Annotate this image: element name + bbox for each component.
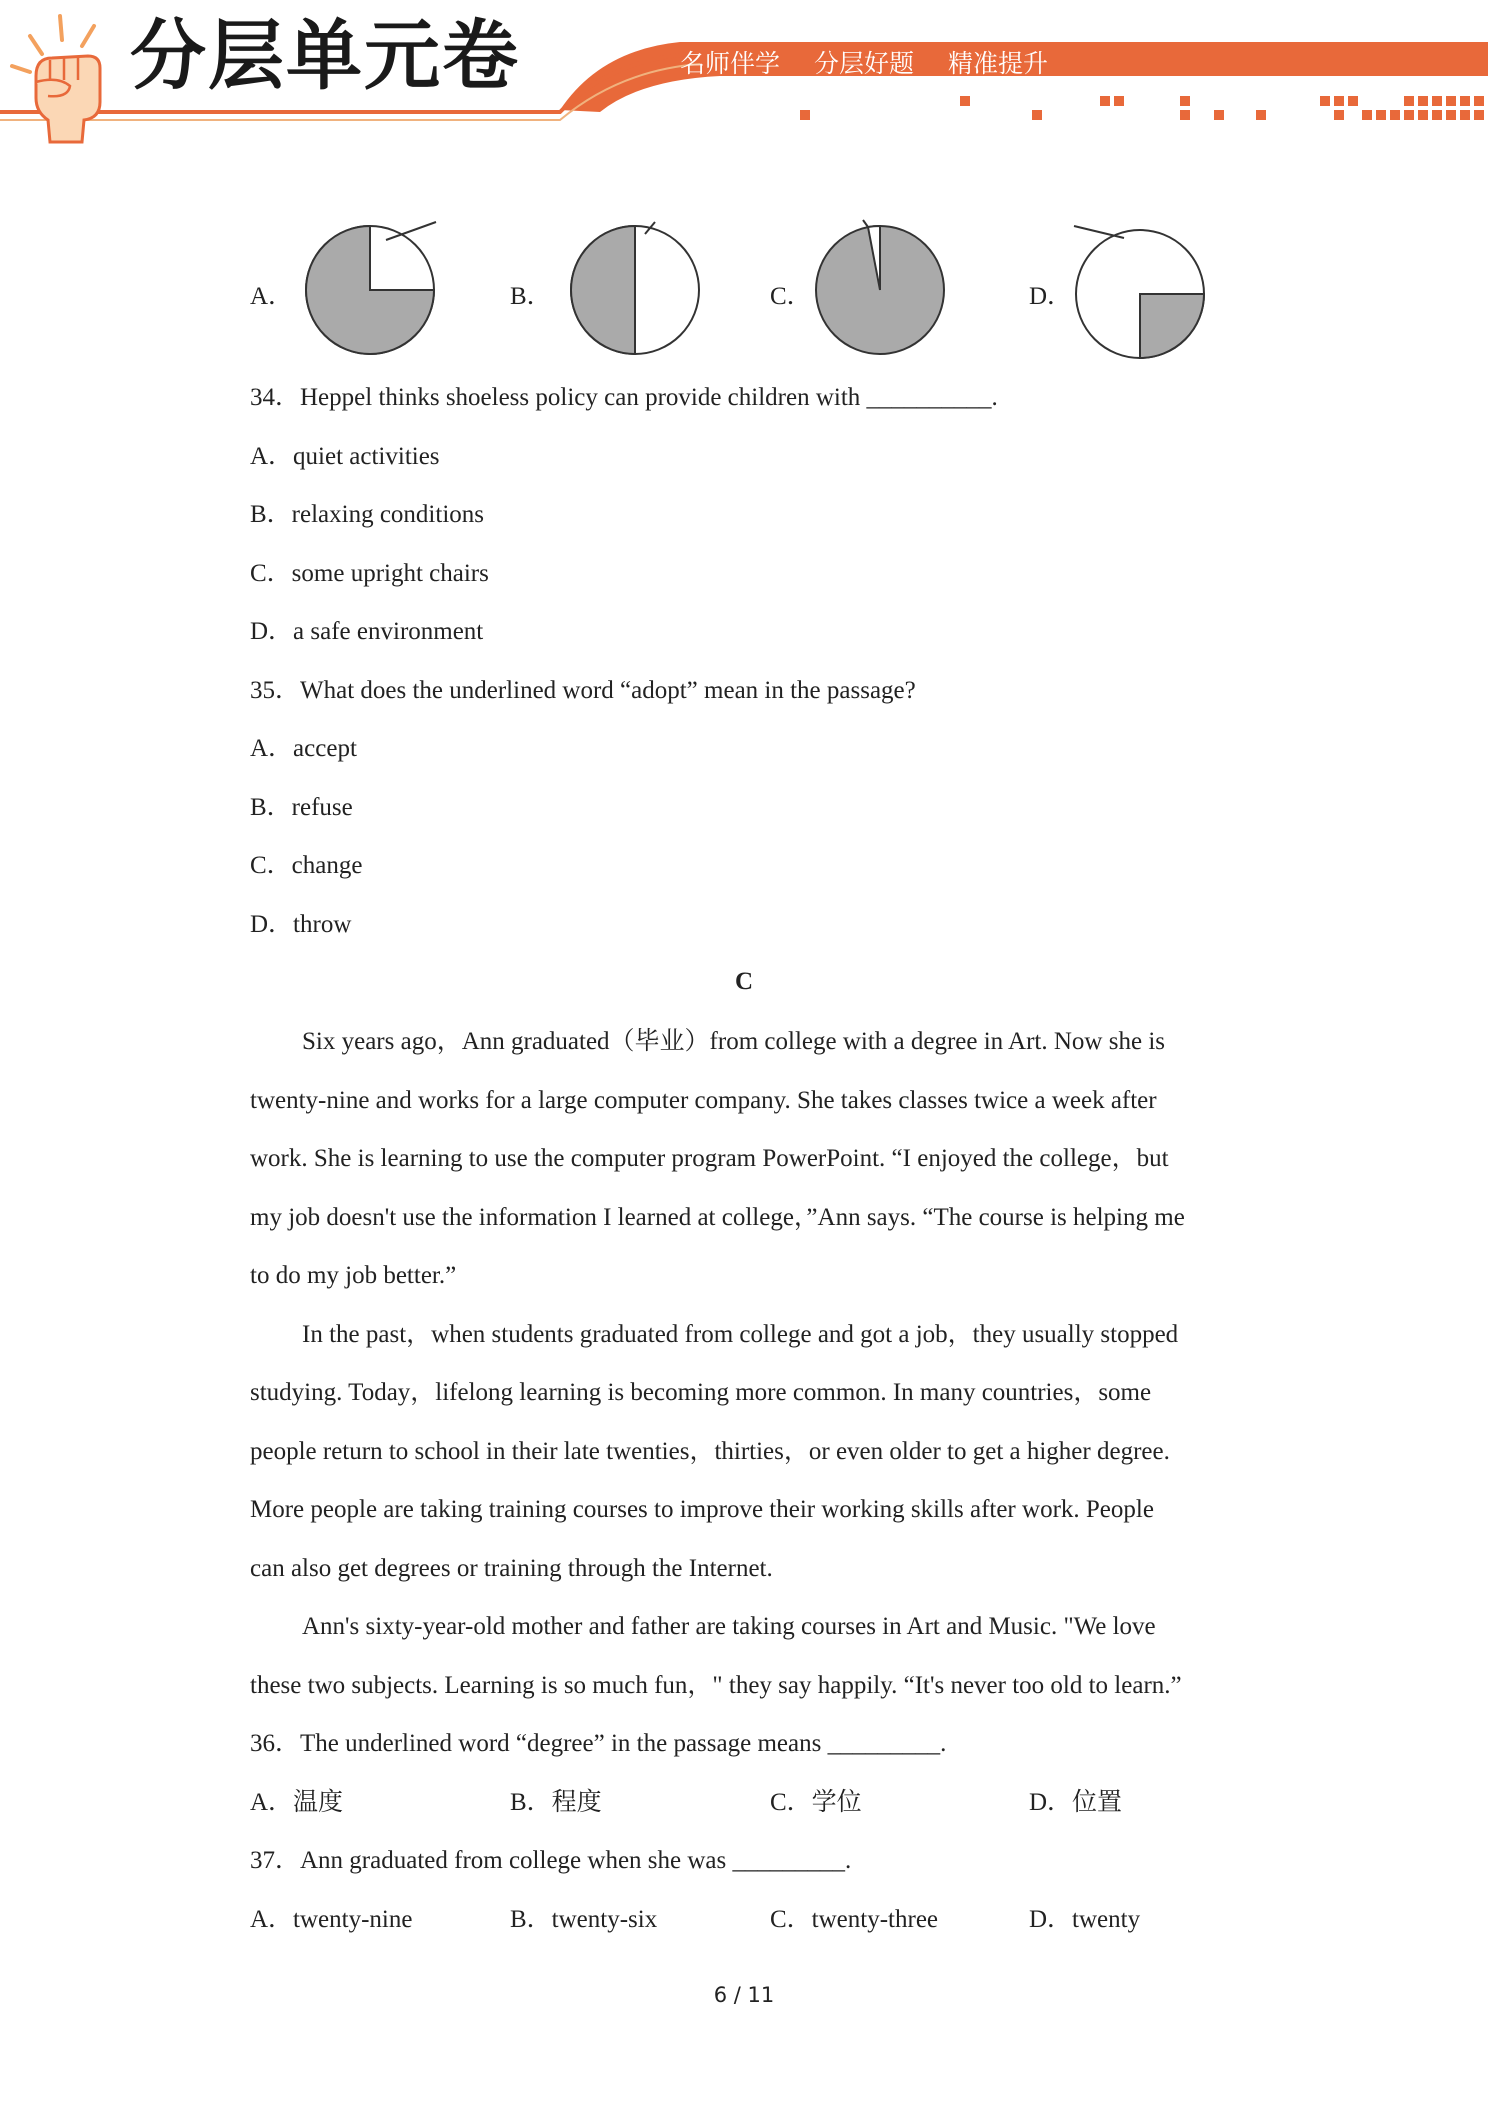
q35-option-c: C．change xyxy=(250,852,363,879)
section-heading: C xyxy=(734,968,754,995)
pie-option-a xyxy=(306,222,436,354)
pie-option-b xyxy=(571,222,699,354)
passage-line: these two subjects. Learning is so much fun，" they say happily. “It's never too old to learn.” xyxy=(250,1672,1182,1699)
pie-options-figure xyxy=(0,210,1488,370)
question-36-stem: 36．The underlined word “degree” in the passage means _________. xyxy=(250,1730,947,1757)
q35-option-d: D．throw xyxy=(250,911,352,938)
passage-line: work. She is learning to use the computer program PowerPoint. “I enjoyed the college，but xyxy=(250,1145,1169,1172)
q36-option-b: B．程度 xyxy=(510,1789,602,1816)
page-number: 6 / 11 xyxy=(713,1983,775,2007)
q37-option-d: D．twenty xyxy=(1029,1906,1141,1933)
q36-option-a: A．温度 xyxy=(250,1789,344,1816)
passage-line: can also get degrees or training through the Internet. xyxy=(250,1555,773,1582)
pie-option-c xyxy=(816,220,944,354)
q37-option-c: C．twenty-three xyxy=(770,1906,939,1933)
brand-title: 分层单元卷 xyxy=(130,11,520,100)
passage-line: to do my job better.” xyxy=(250,1262,457,1289)
question-37-stem: 37．Ann graduated from college when she was _________. xyxy=(250,1847,852,1874)
passage-line: In the past，when students graduated from college and got a job，they usually stopped xyxy=(302,1321,1179,1348)
passage-line: studying. Today，lifelong learning is becoming more common. In many countries，some xyxy=(250,1379,1152,1406)
pie-option-d-label: D． xyxy=(1029,283,1073,310)
q34-option-c: C．some upright chairs xyxy=(250,560,489,587)
q35-option-a: A．accept xyxy=(250,735,357,762)
q34-option-a: A．quiet activities xyxy=(250,443,440,470)
pie-option-a-label: A． xyxy=(250,283,294,310)
q35-option-b: B．refuse xyxy=(250,794,353,821)
passage-line: Ann's sixty-year-old mother and father are taking courses in Art and Music. "We love xyxy=(302,1613,1156,1640)
pie-option-d xyxy=(1074,226,1204,358)
question-34-stem: 34．Heppel thinks shoeless policy can provide children with __________. xyxy=(250,384,998,411)
slogan-item: 名师伴学 xyxy=(680,49,781,78)
q37-option-a: A．twenty-nine xyxy=(250,1906,413,1933)
q34-option-b: B．relaxing conditions xyxy=(250,501,484,528)
pie-option-c-label: C． xyxy=(770,283,812,310)
passage-line: twenty-nine and works for a large computer company. She takes classes twice a week after xyxy=(250,1087,1157,1114)
slogan-item: 分层好题 xyxy=(813,49,914,78)
q36-option-c: C．学位 xyxy=(770,1789,862,1816)
q34-option-d: D．a safe environment xyxy=(250,618,484,645)
question-35-stem: 35．What does the underlined word “adopt” mean in the passage? xyxy=(250,677,916,704)
q37-option-b: B．twenty-six xyxy=(510,1906,658,1933)
passage-line: More people are taking training courses to improve their working skills after work. People xyxy=(250,1496,1154,1523)
slogan-item: 精准提升 xyxy=(947,49,1048,78)
passage-line: Six years ago，Ann graduated（毕业）from college with a degree in Art. Now she is xyxy=(302,1028,1165,1055)
passage-line: my job doesn't use the information I learned at college，”Ann says. “The course is helping me xyxy=(250,1204,1185,1231)
pie-option-b-label: B． xyxy=(510,283,552,310)
passage-line: people return to school in their late twenties，thirties，or even older to get a higher degree. xyxy=(250,1438,1170,1465)
q36-option-d: D．位置 xyxy=(1029,1789,1123,1816)
